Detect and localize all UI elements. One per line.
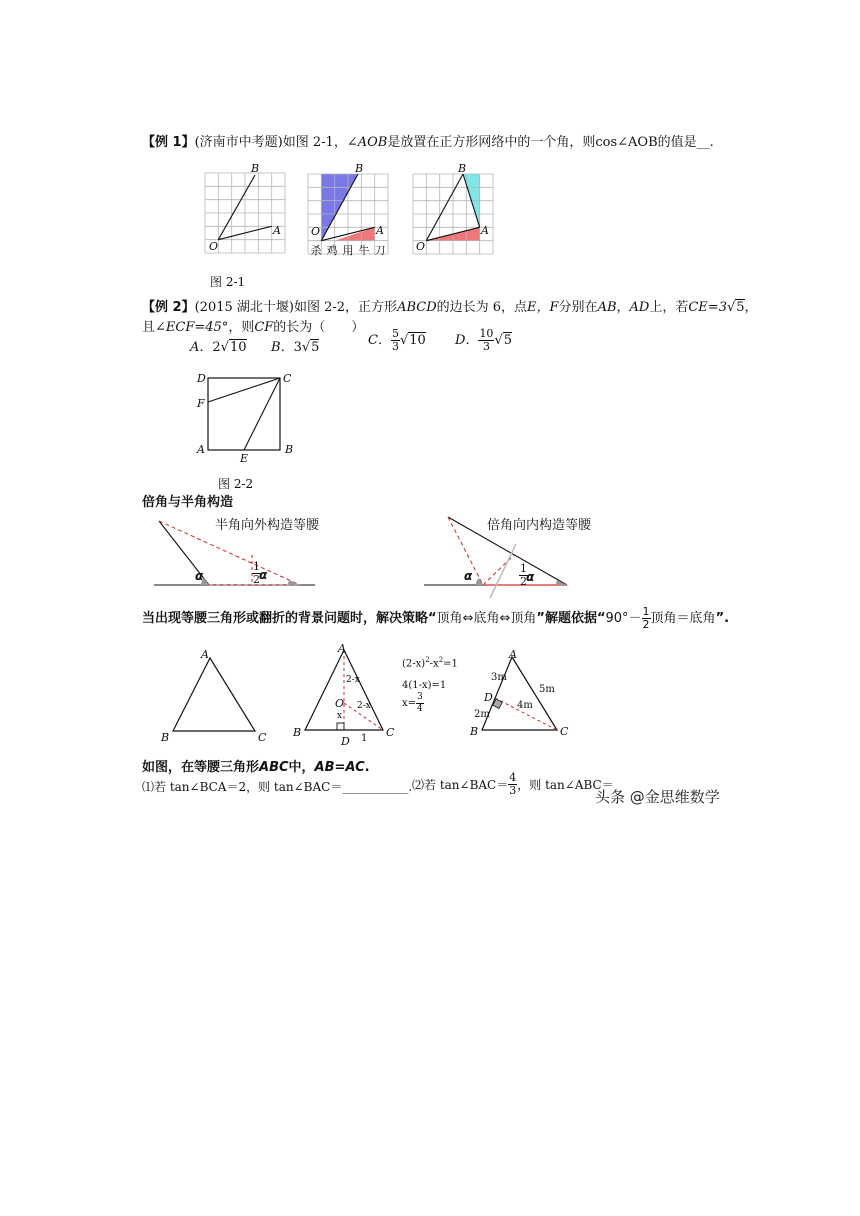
left-half-num: 1 bbox=[253, 560, 260, 573]
tri3-label-4m: 4m bbox=[517, 700, 533, 711]
option-c bbox=[368, 328, 426, 353]
strategy-t2: 底角 bbox=[473, 611, 500, 626]
tri2-label-b: B bbox=[293, 726, 302, 739]
strategy-frac-den: 2 bbox=[642, 618, 650, 631]
example1-text-b: 是放置在正方形网络中的一个角，则 bbox=[387, 135, 596, 150]
square-label-d: D bbox=[197, 372, 206, 385]
tri2-label-c: C bbox=[386, 726, 395, 739]
example2-line2-b: ，则 bbox=[228, 320, 255, 335]
eq1-end: =1 bbox=[443, 658, 458, 670]
figure-caption-2-2: 图 2-2 bbox=[218, 477, 254, 491]
tri2-label-d: D bbox=[341, 735, 350, 748]
option-a-label: A． bbox=[190, 340, 213, 355]
eq3-lhs: x= bbox=[402, 698, 417, 709]
strategy-arrow: ⇔ bbox=[499, 611, 511, 626]
watermark: 头条 @金思维数学 bbox=[595, 788, 720, 806]
example2-bracket-open: 【 bbox=[142, 300, 156, 315]
grid2-chars bbox=[308, 242, 388, 258]
tri3-label-3m: 3m bbox=[491, 672, 507, 683]
tri2-label-1: 1 bbox=[361, 733, 368, 744]
example2-line1 bbox=[142, 296, 758, 315]
option-a-radicand: 10 bbox=[229, 340, 247, 355]
question-q1-end: . bbox=[408, 780, 413, 794]
square-label-f: F bbox=[197, 397, 205, 410]
example2-line2-c: 的长为（ ） bbox=[273, 320, 365, 335]
right-half-alpha: α bbox=[526, 570, 535, 584]
example2-square: ABCD bbox=[397, 300, 437, 315]
example1-line bbox=[142, 131, 714, 150]
strategy-text-a: 当出现等腰三角形或翻折的背景问题时，解决策略“ bbox=[142, 611, 437, 626]
equation-2: 4(1-x)=1 bbox=[402, 680, 447, 691]
example2-label: 例 2 bbox=[155, 300, 182, 315]
example2-ce: CE=3 bbox=[688, 300, 727, 315]
question-part-1 bbox=[142, 778, 412, 795]
sqrt-symbol: √ bbox=[399, 333, 409, 348]
example1-label: 例 1 bbox=[155, 135, 182, 150]
tri2-label-x: x bbox=[337, 711, 343, 721]
strategy-frac-num: 1 bbox=[642, 605, 650, 618]
option-c-fraction bbox=[391, 328, 400, 353]
sqrt-symbol: √ bbox=[220, 340, 229, 355]
example2-sep: ， bbox=[616, 300, 630, 315]
example2-ce-end: ， bbox=[744, 300, 758, 315]
question-part-2 bbox=[412, 772, 614, 797]
example2-text-d: 上，若 bbox=[649, 300, 689, 315]
option-d-num: 10 bbox=[479, 327, 494, 340]
example2-angle-ecf: ∠ECF=45° bbox=[155, 320, 229, 335]
left-half-den: 2 bbox=[253, 573, 260, 586]
example1-text-a: 如图 2-1， bbox=[282, 135, 347, 150]
right-half-den: 2 bbox=[520, 575, 527, 588]
eq1-a: (2-x) bbox=[402, 658, 426, 670]
left-figure-title: 半角向外构造等腰 bbox=[215, 518, 320, 533]
strategy-t3: 顶角 bbox=[510, 611, 537, 626]
equation-3 bbox=[402, 692, 424, 715]
half-angle-figure bbox=[150, 510, 320, 590]
option-b-label: B． bbox=[271, 340, 294, 355]
question-q2-text: ⑵若 tan∠BAC＝ bbox=[412, 778, 509, 792]
option-c-num: 5 bbox=[391, 327, 399, 340]
example2-points: E，F bbox=[527, 300, 559, 315]
eq3-fraction bbox=[416, 692, 424, 715]
grid3-label-b: B bbox=[458, 162, 467, 175]
question-intro-b: 中， bbox=[288, 760, 315, 775]
tri3-label-2m: 2m bbox=[474, 709, 490, 720]
grid1-label-a: A bbox=[273, 224, 281, 237]
grid2-char: 杀 bbox=[310, 244, 322, 257]
grid2-label-b: B bbox=[355, 162, 364, 175]
question-q2-num: 4 bbox=[509, 771, 517, 784]
example2-cf: CF bbox=[254, 320, 274, 335]
square-figure bbox=[208, 378, 282, 452]
tri2-label-o: O bbox=[335, 697, 345, 710]
example2-seg2: AD bbox=[629, 300, 650, 315]
example2-text-b: 的边长为 6，点 bbox=[436, 300, 528, 315]
option-c-radicand: 10 bbox=[409, 333, 426, 348]
grid2-label-o: O bbox=[311, 225, 321, 238]
example2-text-a: 如图 2-2，正方形 bbox=[293, 300, 398, 315]
eq1-mid: -x bbox=[429, 658, 439, 670]
tri2-label-2mx-2: 2-x bbox=[357, 701, 371, 711]
left-half-alpha: α bbox=[259, 568, 268, 582]
question-intro-a: 如图，在等腰三角形 bbox=[142, 760, 260, 775]
example2-source: (2015 湖北十堰) bbox=[194, 300, 294, 315]
question-q2-b: ，则 tan∠ABC＝ bbox=[517, 778, 614, 792]
right-alpha: α bbox=[464, 569, 473, 583]
tri2-label-a: A bbox=[338, 642, 346, 655]
example1-angle: ∠AOB bbox=[346, 135, 388, 150]
option-d-fraction bbox=[478, 328, 494, 353]
tri3-label-5m: 5m bbox=[539, 684, 555, 695]
figure-caption-2-1: 图 2-1 bbox=[210, 275, 246, 289]
tri2-label-2mx-1: 2-x bbox=[346, 675, 360, 685]
grid2-char: 鸡 bbox=[326, 244, 338, 257]
question-q1-text: ⑴若 tan∠BCA＝2，则 tan∠BAC＝ bbox=[142, 780, 343, 794]
strategy-expr-b: 顶角＝底角 bbox=[650, 611, 716, 626]
left-alpha: α bbox=[195, 569, 204, 583]
right-half-num: 1 bbox=[520, 562, 527, 575]
example1-bracket-open: 【 bbox=[142, 135, 156, 150]
triangle-1 bbox=[170, 655, 260, 735]
grid2-char: 刀 bbox=[374, 244, 386, 257]
sqrt-symbol: √ bbox=[726, 300, 736, 315]
option-a bbox=[190, 336, 247, 355]
square-label-c: C bbox=[283, 372, 292, 385]
tri3-label-c: C bbox=[560, 725, 569, 738]
grid1-label-b: B bbox=[251, 162, 260, 175]
example1-cos: cos∠AOB bbox=[595, 135, 658, 150]
strategy-line bbox=[142, 606, 729, 631]
question-q1-blank: ___________ bbox=[342, 780, 409, 794]
grid2-char: 牛 bbox=[358, 244, 370, 257]
tri3-label-a: A bbox=[509, 648, 517, 661]
question-intro bbox=[142, 756, 370, 775]
triangle-2 bbox=[303, 650, 388, 735]
option-d-label: D． bbox=[455, 333, 479, 348]
grid3-label-a: A bbox=[481, 224, 489, 237]
grid1-label-o: O bbox=[209, 240, 219, 253]
equation-1 bbox=[402, 656, 458, 669]
example2-ce-radicand: 5 bbox=[736, 300, 745, 315]
option-c-den: 3 bbox=[391, 340, 399, 353]
grid3-label-o: O bbox=[416, 240, 426, 253]
option-b-coef: 3 bbox=[293, 340, 302, 355]
question-intro-c: . bbox=[364, 760, 370, 775]
option-d bbox=[455, 328, 512, 353]
example1-source: (济南市中考题) bbox=[194, 135, 283, 150]
option-b-radicand: 5 bbox=[311, 340, 320, 355]
square-label-b: B bbox=[285, 443, 294, 456]
grid-figure-3 bbox=[413, 174, 495, 256]
strategy-arrow: ⇔ bbox=[462, 611, 474, 626]
question-abc: ABC bbox=[259, 760, 289, 775]
example1-text-c: 的值是__. bbox=[657, 135, 714, 150]
eq1-sup1: 2 bbox=[425, 656, 430, 664]
strategy-text-b: ”解题依据“ bbox=[536, 611, 606, 626]
sqrt-symbol: √ bbox=[301, 340, 311, 355]
example2-seg1: AB bbox=[597, 300, 617, 315]
option-d-den: 3 bbox=[482, 340, 490, 353]
example2-line2 bbox=[142, 316, 364, 335]
section-heading: 倍角与半角构造 bbox=[142, 495, 234, 510]
sqrt-symbol: √ bbox=[494, 333, 503, 348]
example1-bracket-close: 】 bbox=[181, 135, 195, 150]
grid2-char: 用 bbox=[342, 244, 354, 257]
option-c-label: C． bbox=[368, 333, 391, 348]
eq3-den: 4 bbox=[417, 704, 423, 714]
tri1-label-b: B bbox=[161, 731, 170, 744]
square-label-a: A bbox=[197, 443, 205, 456]
tri3-label-b: B bbox=[470, 725, 479, 738]
tri1-label-a: A bbox=[201, 648, 209, 661]
example2-bracket-close: 】 bbox=[181, 300, 195, 315]
strategy-fraction bbox=[642, 606, 651, 631]
eq3-num: 3 bbox=[417, 692, 423, 702]
question-q2-fraction bbox=[508, 772, 517, 797]
strategy-t1: 顶角 bbox=[436, 611, 463, 626]
square-label-e: E bbox=[240, 452, 249, 465]
double-angle-figure bbox=[422, 510, 572, 590]
option-a-coef: 2 bbox=[212, 340, 221, 355]
right-figure-title: 倍角向内构造等腰 bbox=[487, 518, 592, 533]
example2-text-c: 分别在 bbox=[558, 300, 598, 315]
option-b bbox=[271, 336, 319, 355]
question-ab-ac: AB=AC bbox=[314, 760, 365, 775]
strategy-expr-a: 90°－ bbox=[605, 611, 642, 626]
option-d-radicand: 5 bbox=[503, 333, 513, 348]
strategy-text-c: ”. bbox=[715, 611, 730, 626]
tri3-label-d: D bbox=[484, 691, 493, 704]
grid2-label-a: A bbox=[376, 224, 384, 237]
question-q2-den: 3 bbox=[509, 784, 517, 797]
tri1-label-c: C bbox=[258, 731, 267, 744]
example2-line2-a: 且 bbox=[142, 320, 156, 335]
eq1-sup2: 2 bbox=[438, 656, 444, 664]
